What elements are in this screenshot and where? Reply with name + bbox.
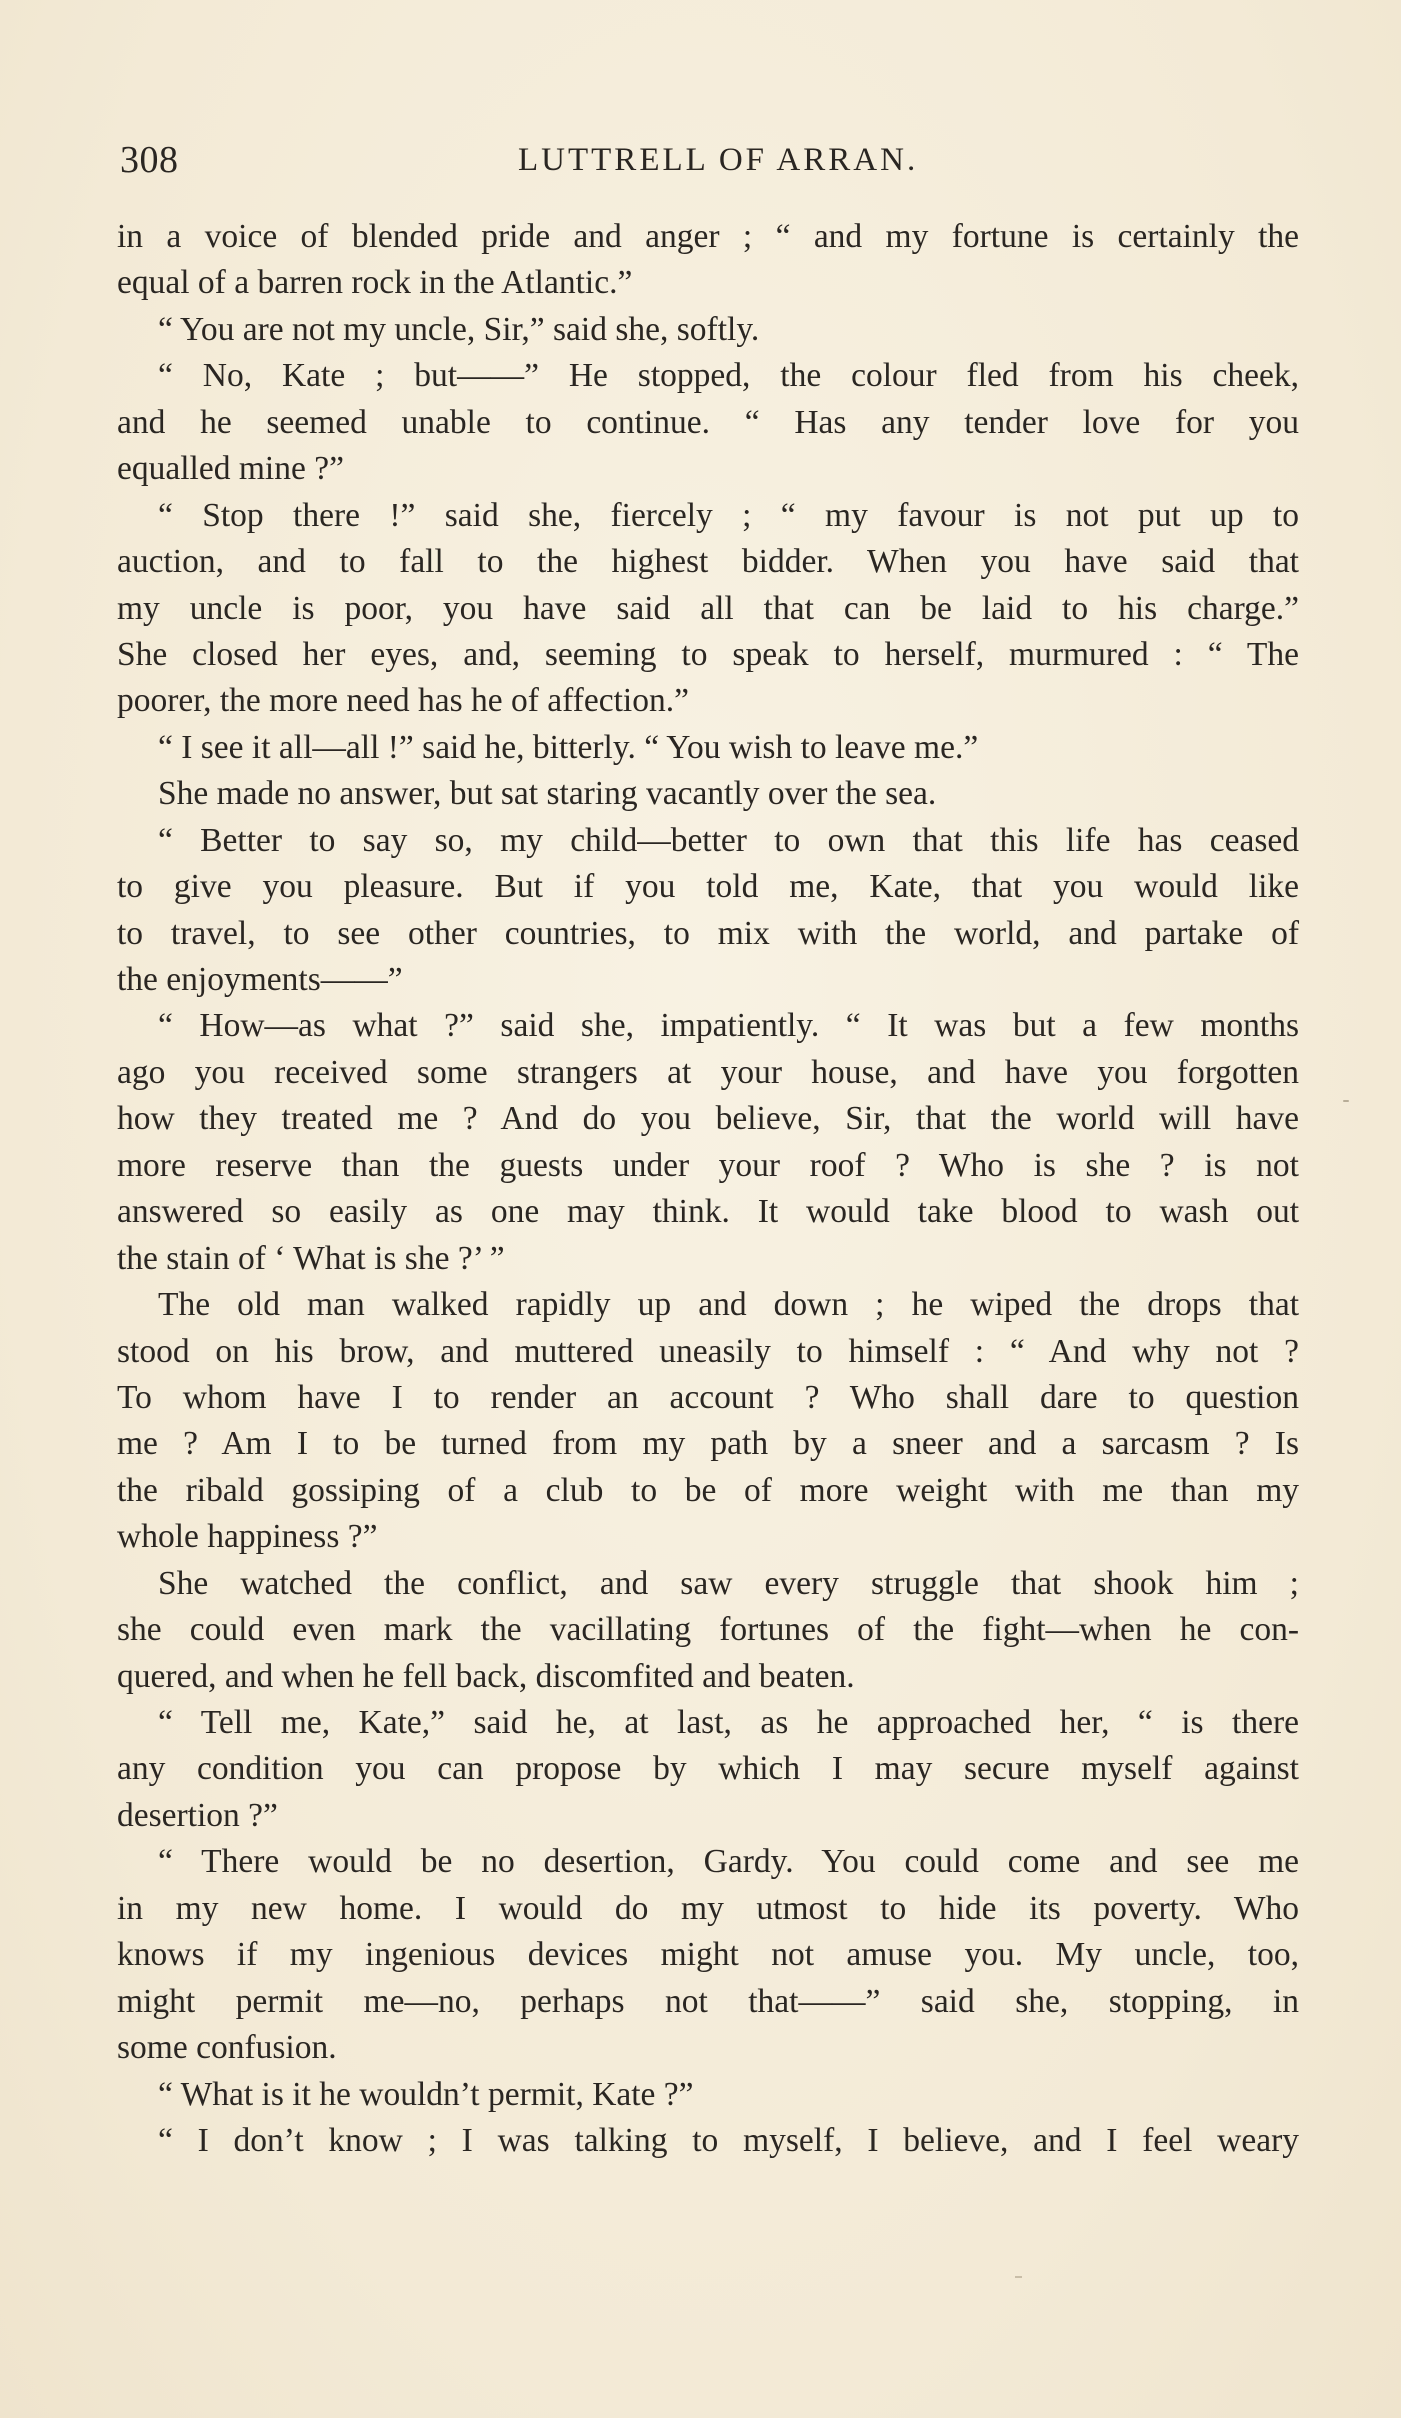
text-line: whole happiness ?” xyxy=(117,1518,378,1556)
text-line: knows if my ingenious devices might not amuse you. My uncle, too, xyxy=(117,1936,1299,1974)
text-line: auction, and to fall to the highest bidder. When you have said that xyxy=(117,543,1299,581)
text-line: To whom have I to render an account ? Who shall dare to question xyxy=(117,1378,1299,1416)
text-line: and he seemed unable to continue. “ Has any tender love for you xyxy=(117,403,1299,441)
running-title: LUTTRELL OF ARRAN. xyxy=(518,142,919,178)
text-line: ago you received some strangers at your house, and have you forgotten xyxy=(117,1053,1299,1091)
text-line: desertion ?” xyxy=(117,1796,278,1834)
text-line: the enjoyments——” xyxy=(117,961,403,998)
text-line: the stain of ‘ What is she ?’ ” xyxy=(117,1239,505,1277)
text-line: equal of a barren rock in the Atlantic.” xyxy=(117,264,633,302)
page-number: 308 xyxy=(120,139,179,181)
text-line: any condition you can propose by which I may secure myself against xyxy=(117,1750,1299,1788)
text-line: poorer, the more need has he of affection.” xyxy=(117,682,689,720)
text-line: more reserve than the guests under your roof ? Who is she ? is not xyxy=(117,1146,1299,1184)
text-line: “ Better to say so, my child—better to own that this life has ceased xyxy=(158,821,1299,859)
text-line: “ There would be no desertion, Gardy. You could come and see me xyxy=(158,1843,1299,1881)
text-line: The old man walked rapidly up and down ; he wiped the drops that xyxy=(158,1286,1299,1324)
page-header xyxy=(120,138,1300,188)
text-line: to give you pleasure. But if you told me, Kate, that you would like xyxy=(117,868,1299,906)
text-line: in my new home. I would do my utmost to hide its poverty. Who xyxy=(117,1889,1299,1927)
text-line: “ How—as what ?” said she, impatiently. “ It was but a few months xyxy=(158,1007,1299,1045)
text-line: “ You are not my uncle, Sir,” said she, softly. xyxy=(158,310,760,348)
paper-speck xyxy=(1343,1100,1349,1102)
text-line: me ? Am I to be turned from my path by a sneer and a sarcasm ? Is xyxy=(117,1425,1299,1463)
text-line: quered, and when he fell back, discomfited and beaten. xyxy=(117,1657,855,1695)
text-line: to travel, to see other countries, to mix with the world, and partake of xyxy=(117,914,1299,952)
text-line: “ I see it all—all !” said he, bitterly. “ You wish to leave me.” xyxy=(158,728,979,766)
text-line: in a voice of blended pride and anger ; “ and my fortune is certainly the xyxy=(117,218,1299,255)
text-line: “ No, Kate ; but——” He stopped, the colour fled from his cheek, xyxy=(158,357,1299,395)
text-line: she could even mark the vacillating fortunes of the fight—when he con- xyxy=(117,1611,1299,1649)
text-line: She closed her eyes, and, seeming to speak to herself, murmured : “ The xyxy=(117,635,1299,673)
text-line: might permit me—no, perhaps not that——” said she, stopping, in xyxy=(117,1982,1299,2020)
text-line: some confusion. xyxy=(117,2029,337,2067)
text-line: “ Stop there !” said she, fiercely ; “ my favour is not put up to xyxy=(158,496,1299,534)
text-line: how they treated me ? And do you believe, Sir, that the world will have xyxy=(117,1100,1299,1138)
text-line: my uncle is poor, you have said all that can be laid to his charge.” xyxy=(117,589,1299,627)
text-line: “ I don’t know ; I was talking to myself, I believe, and I feel weary xyxy=(158,2121,1299,2159)
text-line: the ribald gossiping of a club to be of more weight with me than my xyxy=(117,1471,1299,1509)
text-line: equalled mine ?” xyxy=(117,450,344,488)
text-line: “ Tell me, Kate,” said he, at last, as he approached her, “ is there xyxy=(158,1704,1299,1741)
paper-speck xyxy=(1015,2276,1022,2278)
text-line: She made no answer, but sat staring vacantly over the sea. xyxy=(158,775,937,813)
text-line: She watched the conflict, and saw every struggle that shook him ; xyxy=(158,1564,1299,1602)
text-line: “ What is it he wouldn’t permit, Kate ?” xyxy=(158,2075,694,2113)
text-line: answered so easily as one may think. It would take blood to wash out xyxy=(117,1193,1299,1231)
body-text xyxy=(117,214,1299,2164)
text-line: stood on his brow, and muttered uneasily to himself : “ And why not ? xyxy=(117,1332,1299,1370)
